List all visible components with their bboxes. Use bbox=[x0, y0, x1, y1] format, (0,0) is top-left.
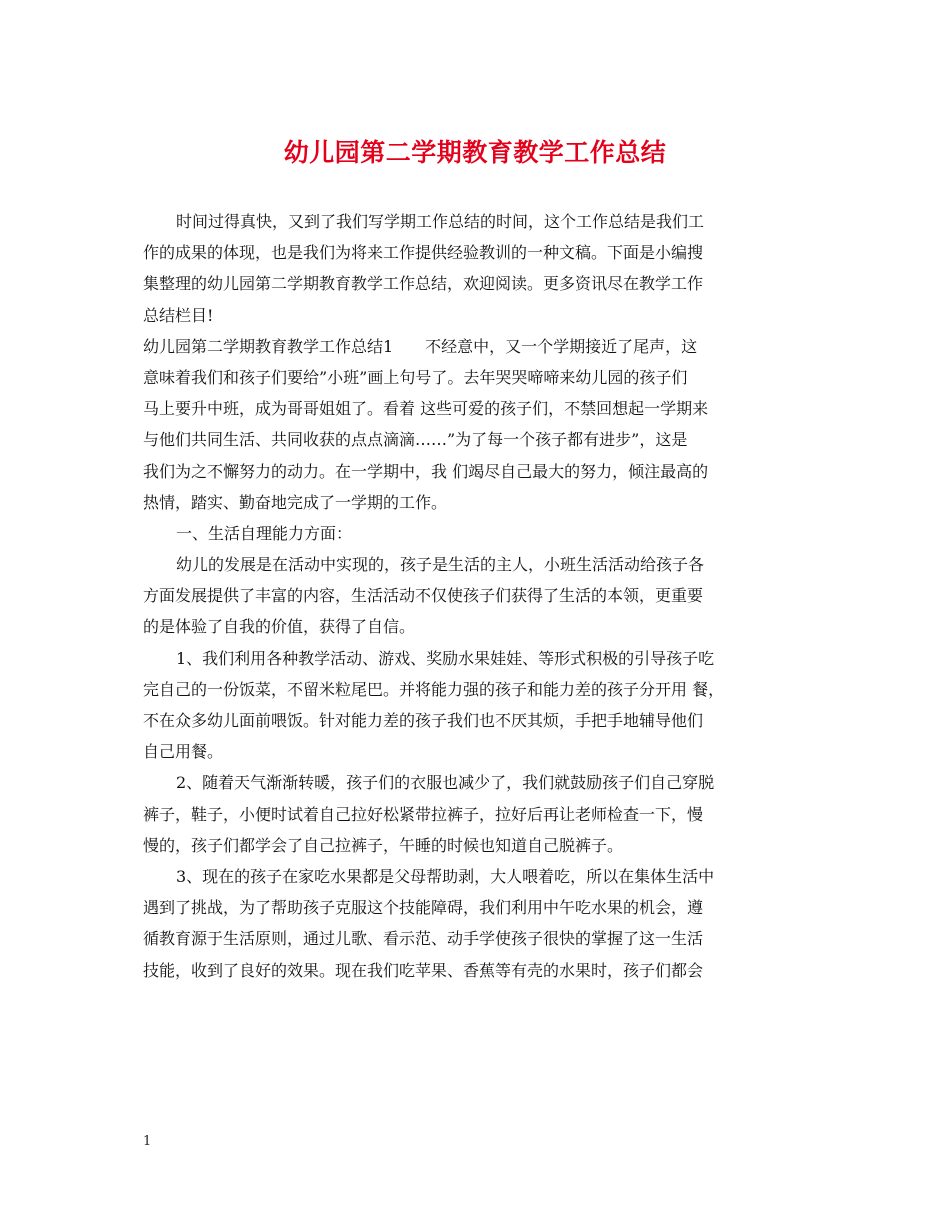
document-title: 幼儿园第二学期教育教学工作总结 bbox=[283, 138, 667, 167]
text-line: 我们为之不懈努力的动力。在一学期中，我 们竭尽自己最大的努力，倾注最高的 bbox=[143, 461, 709, 481]
text-line: 热情，踏实、勤奋地完成了一学期的工作。 bbox=[143, 492, 448, 512]
text-line: 方面发展提供了丰富的内容，生活活动不仅使孩子们获得了生活的本领，更重要 bbox=[143, 586, 704, 606]
text-line: 遇到了挑战，为了帮助孩子克服这个技能障碍，我们利用中午吃水果的机会，遵 bbox=[143, 898, 704, 918]
text-line: 不在众多幼儿面前喂饭。针对能力差的孩子我们也不厌其烦，手把手地辅导他们 bbox=[143, 711, 704, 730]
text-line: 1、我们利用各种教学活动、游戏、奖励水果娃娃、等形式积极的引导孩子吃 bbox=[176, 648, 715, 668]
text-line: 自己用餐。 bbox=[143, 742, 224, 762]
text-line: 意味着我们和孩子们要给”小班”画上句号了。去年哭哭啼啼来幼儿园的孩子们 bbox=[143, 367, 688, 387]
text-line: 技能，收到了良好的效果。现在我们吃苹果、香蕉等有壳的水果时，孩子们都会 bbox=[143, 960, 704, 980]
text-line: 一、生活自理能力方面： bbox=[176, 523, 353, 543]
text-line: 裤子，鞋子，小便时试着自己拉好松紧带拉裤子，拉好后再让老师检查一下，慢 bbox=[143, 804, 704, 824]
text-line: 慢的，孩子们都学会了自己拉裤子，午睡的时候也知道自己脱裤子。 bbox=[143, 835, 624, 855]
text-line: 马上要升中班，成为哥哥姐姐了。看着 这些可爱的孩子们，不禁回想起一学期来 bbox=[143, 399, 709, 419]
text-line: 幼儿园第二学期教育教学工作总结1 不经意中，又一个学期接近了尾声，这 bbox=[143, 336, 698, 356]
text-line: 的是体验了自我的价值，获得了自信。 bbox=[143, 617, 416, 637]
document-body bbox=[143, 206, 813, 986]
text-line: 完自己的一份饭菜，不留米粒尾巴。并将能力强的孩子和能力差的孩子分开用 餐， bbox=[143, 679, 725, 699]
text-line: 2、随着天气渐渐转暖，孩子们的衣服也减少了，我们就鼓励孩子们自己穿脱 bbox=[176, 773, 715, 793]
text-line: 总结栏目! bbox=[143, 305, 214, 325]
text-line: 循教育源于生活原则，通过儿歌、看示范、动手学使孩子很快的掌握了这一生活 bbox=[143, 929, 704, 949]
text-line: 集整理的幼儿园第二学期教育教学工作总结，欢迎阅读。更多资讯尽在教学工作 bbox=[143, 274, 704, 294]
text-line: 作的成果的体现，也是我们为将来工作提供经验教训的一种文稿。下面是小编搜 bbox=[143, 243, 704, 263]
text-line: 时间过得真快，又到了我们写学期工作总结的时间，这个工作总结是我们工 bbox=[176, 212, 705, 231]
text-line: 与他们共同生活、共同收获的点点滴滴……”为了每一个孩子都有进步”，这是 bbox=[143, 430, 688, 450]
text-line: 3、现在的孩子在家吃水果都是父母帮助剥，大人喂着吃，所以在集体生活中 bbox=[176, 866, 715, 886]
page-number: 1 bbox=[143, 1134, 152, 1149]
text-line: 幼儿的发展是在活动中实现的，孩子是生活的主人，小班生活活动给孩子各 bbox=[176, 555, 705, 575]
